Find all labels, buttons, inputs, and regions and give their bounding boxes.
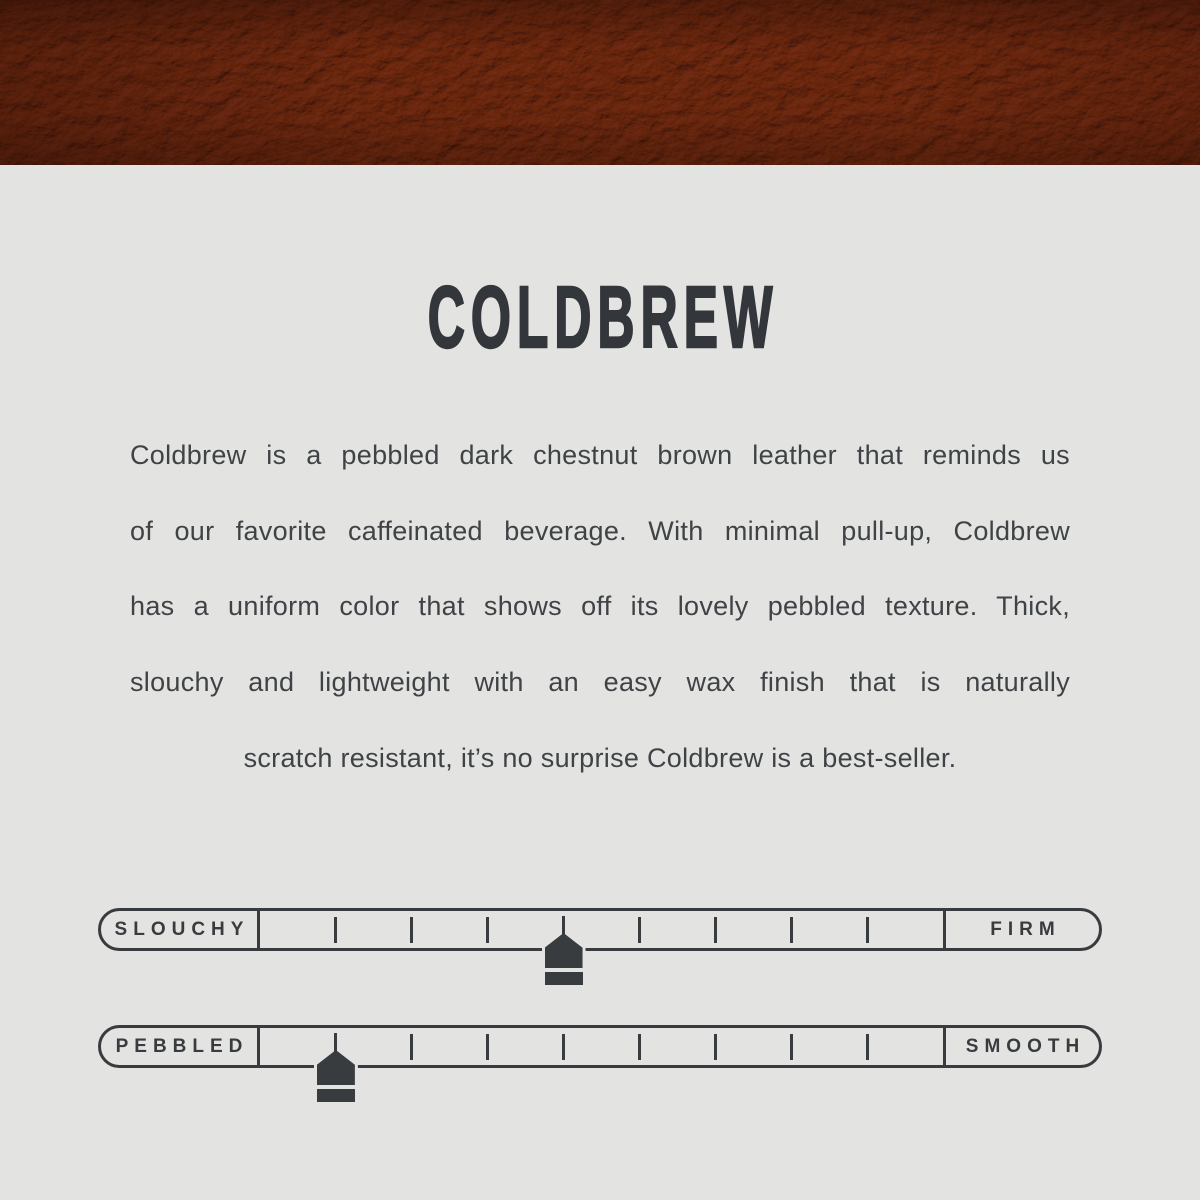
scale-tick bbox=[486, 1034, 489, 1060]
texture-scale-track bbox=[260, 1028, 943, 1065]
texture-scale bbox=[98, 1025, 1102, 1068]
drape-scale-marker-handle[interactable] bbox=[542, 911, 586, 987]
description-line: Coldbrew is a pebbled dark chestnut brown leather that reminds us bbox=[130, 440, 1070, 470]
scale-tick bbox=[866, 1034, 869, 1060]
scale-tick bbox=[714, 1034, 717, 1060]
leather-description bbox=[130, 418, 1070, 797]
scale-tick bbox=[866, 917, 869, 943]
slouchy-label: SLOUCHY bbox=[101, 911, 260, 948]
scale-tick bbox=[562, 1034, 565, 1060]
scale-tick bbox=[486, 917, 489, 943]
drape-scale bbox=[98, 908, 1102, 951]
description-line: scratch resistant, it’s no surprise Coldbrew is a best-seller. bbox=[243, 742, 957, 773]
smooth-label: SMOOTH bbox=[943, 1028, 1099, 1065]
scale-tick bbox=[638, 1034, 641, 1060]
scale-tick bbox=[410, 917, 413, 943]
firm-label: FIRM bbox=[943, 911, 1099, 948]
pebbled-label: PEBBLED bbox=[101, 1028, 260, 1065]
scale-tick bbox=[790, 1034, 793, 1060]
description-line: has a uniform color that shows off its lovely pebbled texture. Thick, bbox=[130, 591, 1070, 622]
drape-scale-track bbox=[260, 911, 943, 948]
scale-tick bbox=[790, 917, 793, 943]
marker-stem bbox=[334, 1033, 337, 1052]
texture-scale-marker-handle[interactable] bbox=[314, 1028, 358, 1104]
scale-tick bbox=[410, 1034, 413, 1060]
leather-name-heading: COLDBREW bbox=[427, 267, 779, 367]
marker-base-bar bbox=[545, 972, 583, 985]
description-line: slouchy and lightweight with an easy wax finish that is naturally bbox=[130, 667, 1070, 698]
scale-tick bbox=[334, 917, 337, 943]
scale-tick bbox=[714, 917, 717, 943]
page-title bbox=[0, 262, 1200, 372]
marker-head bbox=[545, 933, 583, 968]
marker-base-bar bbox=[317, 1089, 355, 1102]
leather-texture-image bbox=[0, 0, 1200, 165]
leather-swatch-photo bbox=[0, 0, 1200, 165]
marker-head bbox=[317, 1050, 355, 1085]
scale-tick bbox=[638, 917, 641, 943]
marker-stem bbox=[562, 916, 565, 935]
description-line: of our favorite caffeinated beverage. With minimal pull-up, Coldbrew bbox=[130, 515, 1070, 546]
